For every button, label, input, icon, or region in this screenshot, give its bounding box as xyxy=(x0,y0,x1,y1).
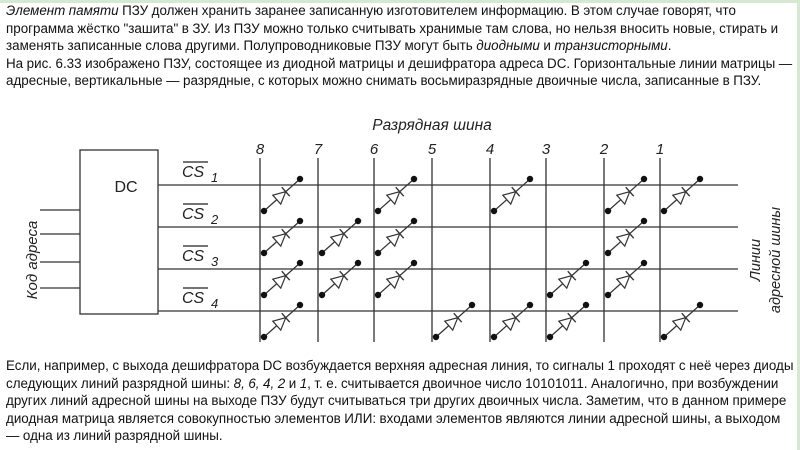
junction-dot xyxy=(297,302,303,308)
junction-dot xyxy=(297,260,303,266)
chip-select-subscript-4: 4 xyxy=(211,296,219,311)
bit-label-2: 2 xyxy=(599,141,609,158)
junction-dot xyxy=(547,334,553,340)
diode-r1-b1 xyxy=(661,176,703,214)
junction-dot xyxy=(297,218,303,224)
paragraph-text: ПЗУ должен хранить заранее записанную изготовителем информацию. В этом случае говорят, что программа жёстко "зашита" в ЗУ. Из ПЗУ можно только считывать хранимые там слова, но нельзя вносить новые, стирать и заменять записанные слова другими. Полупроводниковые ПЗУ могут быть xyxy=(6,3,779,53)
bit-label-6: 6 xyxy=(369,141,379,158)
conjunction: и xyxy=(539,38,555,53)
decoder-box xyxy=(80,150,158,314)
address-lines-label-1: Линии xyxy=(748,238,764,282)
junction-dot xyxy=(697,302,703,308)
paragraph-rom-definition xyxy=(6,2,796,55)
diode-r1-b2 xyxy=(605,176,647,214)
junction-dot xyxy=(261,208,267,214)
chip-select-subscript-3: 3 xyxy=(211,254,219,269)
diode-r3-b2 xyxy=(605,260,647,298)
chip-select-label-4: CS xyxy=(182,290,205,307)
bit-label-4: 4 xyxy=(485,141,495,158)
explanation-text xyxy=(6,357,796,445)
address-lines-label-2: адресной шины xyxy=(768,206,784,314)
junction-dot xyxy=(641,176,647,182)
diode-r4-b5 xyxy=(433,302,475,340)
junction-dot xyxy=(491,208,497,214)
diode-r1-b8 xyxy=(261,176,303,214)
junction-dot xyxy=(605,208,611,214)
chip-select-label-1: CS xyxy=(182,164,205,181)
term-diode: диодными xyxy=(476,38,540,53)
diode-r2-b7 xyxy=(319,218,361,256)
bit-list: 8, 6, 4, 2 xyxy=(233,375,286,391)
junction-dot xyxy=(355,218,361,224)
paragraph-example xyxy=(6,357,796,445)
paragraph-text-a: Если, например, с выхода дешифратора DC возбуждается верхняя адресная линия, то сигналы 1 проходят с неё через диоды следующих линий разрядной шины: xyxy=(6,358,794,391)
junction-dot xyxy=(641,218,647,224)
bit-bus-title: Разрядная шина xyxy=(372,117,492,134)
term-memory-element: Элемент памяти xyxy=(6,3,119,18)
rom-diode-matrix-diagram xyxy=(0,110,800,360)
bit-label-7: 7 xyxy=(313,141,323,158)
junction-dot xyxy=(433,334,439,340)
decoder-label: DC xyxy=(114,179,138,196)
junction-dot xyxy=(261,292,267,298)
junction-dot xyxy=(697,176,703,182)
address-code-label: Код адреса xyxy=(24,220,41,300)
junction-dot xyxy=(261,334,267,340)
diode-r4-b1 xyxy=(661,302,703,340)
diode-r1-b6 xyxy=(375,176,417,214)
paragraph-figure-description: На рис. 6.33 изображено ПЗУ, состоящее из диодной матрицы и дешифратора адреса DC. Горизонтальные линии матрицы — адресные, вертикальные — разрядные, с которых можно снимать восьмиразрядные двоичные числа, записанные в ПЗУ. xyxy=(6,55,793,88)
junction-dot xyxy=(527,302,533,308)
chip-select-subscript-2: 2 xyxy=(211,212,219,227)
chip-select-label-2: CS xyxy=(182,206,205,223)
diode-r4-b8 xyxy=(261,302,303,340)
paragraph-text-c: , т. е. считывается двоичное число 10101011. Аналогично, при возбуждении других линий адресной шины на выходе ПЗУ будут считываться три других двоичных числа. Заметим, что в данном примере диодная матрица является совокупностью элементов ИЛИ: входами элементов являются линии адресной шины, а выходом — одна из линий разрядной шины. xyxy=(6,375,787,443)
diode-r3-b3 xyxy=(547,260,589,298)
junction-dot xyxy=(319,250,325,256)
diode-r2-b8 xyxy=(261,218,303,256)
diagram-svg xyxy=(0,110,800,360)
junction-dot xyxy=(411,176,417,182)
junction-dot xyxy=(411,260,417,266)
junction-dot xyxy=(261,250,267,256)
diode-r1-b4 xyxy=(491,176,533,214)
junction-dot xyxy=(641,260,647,266)
chip-select-subscript-1: 1 xyxy=(211,170,219,185)
junction-dot xyxy=(583,302,589,308)
diode-r3-b6 xyxy=(375,260,417,298)
chip-select-label-3: CS xyxy=(182,248,205,265)
junction-dot xyxy=(375,292,381,298)
conjunction: и xyxy=(285,375,300,391)
period: . xyxy=(667,38,672,53)
diode-r3-b7 xyxy=(319,260,361,298)
term-transistor: транзисторными xyxy=(554,38,668,53)
junction-dot xyxy=(319,292,325,298)
junction-dot xyxy=(661,334,667,340)
junction-dot xyxy=(375,208,381,214)
junction-dot xyxy=(661,208,667,214)
junction-dot xyxy=(297,176,303,182)
diode-r2-b6 xyxy=(375,218,417,256)
junction-dot xyxy=(583,260,589,266)
junction-dot xyxy=(411,218,417,224)
diode-r4-b3 xyxy=(547,302,589,340)
bit-label-3: 3 xyxy=(541,141,551,158)
diode-r4-b4 xyxy=(491,302,533,340)
junction-dot xyxy=(491,334,497,340)
bit-label-1: 1 xyxy=(655,141,665,158)
bit-label-5: 5 xyxy=(427,141,437,158)
junction-dot xyxy=(355,260,361,266)
junction-dot xyxy=(605,292,611,298)
diode-r2-b2 xyxy=(605,218,647,256)
junction-dot xyxy=(527,176,533,182)
bit-one: 1 xyxy=(299,375,308,391)
junction-dot xyxy=(375,250,381,256)
junction-dot xyxy=(469,302,475,308)
bit-label-8: 8 xyxy=(255,141,265,158)
intro-text xyxy=(6,2,796,90)
junction-dot xyxy=(547,292,553,298)
junction-dot xyxy=(605,250,611,256)
diode-r3-b8 xyxy=(261,260,303,298)
